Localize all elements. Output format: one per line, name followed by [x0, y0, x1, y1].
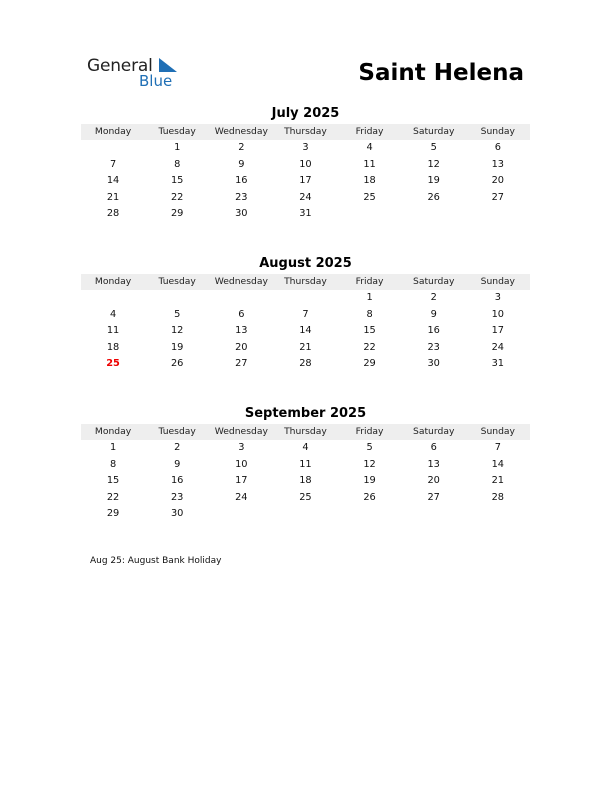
day-cell: 3: [494, 292, 501, 303]
day-cell: 20: [427, 475, 440, 487]
weekday-header: Sunday: [480, 276, 515, 287]
day-cell: 6: [430, 442, 437, 453]
day-cell: 12: [170, 325, 184, 337]
day-cell: 27: [235, 358, 248, 370]
month-weeks: [81, 440, 530, 523]
day-cell: 29: [363, 358, 376, 370]
day-cell: 21: [299, 341, 312, 353]
day-cell: 1: [366, 292, 373, 303]
day-cell: 2: [238, 142, 245, 153]
week-row: [81, 340, 530, 357]
weekday-header: Thursday: [284, 276, 327, 287]
day-cell: 19: [363, 475, 376, 487]
week-row: [81, 157, 530, 174]
weekday-header: Friday: [355, 126, 384, 137]
day-cell: 23: [170, 491, 184, 503]
day-cell: 18: [363, 175, 376, 187]
day-cell: 20: [235, 341, 248, 353]
weekday-header: Saturday: [412, 126, 455, 137]
day-cell: 2: [174, 442, 181, 453]
weekday-header: Saturday: [412, 426, 455, 437]
day-cell: 19: [427, 175, 440, 187]
holiday-note: Aug 25: August Bank Holiday: [90, 556, 222, 566]
day-cell: 8: [109, 458, 117, 470]
week-row: [81, 190, 530, 207]
weekday-header: Wednesday: [214, 426, 268, 437]
day-cell: 1: [174, 142, 181, 153]
day-cell: 24: [491, 341, 505, 353]
day-cell: 1: [109, 442, 117, 453]
day-cell: 31: [491, 358, 505, 370]
day-cell: 25: [363, 191, 376, 203]
day-cell: 20: [491, 175, 505, 187]
day-cell: 22: [363, 341, 376, 353]
day-cell: 5: [430, 142, 437, 153]
weekday-header-row: [81, 274, 530, 290]
holiday-day-cell: 25: [106, 358, 120, 370]
week-row: [81, 140, 530, 157]
day-cell: 16: [235, 175, 248, 187]
weekday-header: Wednesday: [214, 276, 268, 287]
day-cell: 12: [427, 158, 440, 170]
day-cell: 11: [299, 458, 312, 470]
week-row: [81, 440, 530, 457]
day-cell: 17: [235, 475, 248, 487]
day-cell: 9: [430, 308, 437, 320]
day-cell: 23: [235, 191, 248, 203]
month-calendar-july: [81, 106, 530, 223]
day-cell: 16: [170, 475, 184, 487]
weekday-header-row: [81, 124, 530, 140]
weekday-header: Tuesday: [158, 276, 196, 287]
weekday-header: Friday: [355, 426, 384, 437]
week-row: [81, 473, 530, 490]
day-cell: 28: [491, 491, 505, 503]
day-cell: 4: [109, 308, 117, 320]
day-cell: 17: [491, 325, 505, 337]
day-cell: 29: [170, 208, 184, 220]
day-cell: 30: [235, 208, 248, 220]
day-cell: 30: [427, 358, 440, 370]
weekday-header: Wednesday: [214, 126, 268, 137]
day-cell: 13: [491, 158, 505, 170]
weekday-header: Thursday: [284, 426, 327, 437]
day-cell: 14: [491, 458, 505, 470]
day-cell: 5: [174, 308, 181, 320]
day-cell: 31: [299, 208, 312, 220]
weekday-header: Saturday: [412, 276, 455, 287]
day-cell: 10: [235, 458, 248, 470]
weekday-header: Thursday: [284, 126, 327, 137]
day-cell: 21: [491, 475, 505, 487]
week-row: [81, 506, 530, 523]
day-cell: 15: [363, 325, 376, 337]
month-title: July 2025: [271, 106, 340, 121]
day-cell: 4: [302, 442, 309, 453]
day-cell: 25: [299, 491, 312, 503]
day-cell: 18: [106, 341, 120, 353]
day-cell: 29: [106, 508, 120, 520]
day-cell: 22: [106, 491, 120, 503]
day-cell: 5: [366, 442, 373, 453]
logo-text-blue: Blue: [139, 72, 173, 90]
day-cell: 27: [427, 491, 440, 503]
week-row: [81, 356, 530, 373]
day-cell: 9: [174, 458, 181, 470]
day-cell: 26: [363, 491, 376, 503]
week-row: [81, 206, 530, 223]
day-cell: 13: [427, 458, 440, 470]
day-cell: 21: [106, 191, 120, 203]
day-cell: 15: [170, 175, 184, 187]
day-cell: 13: [235, 325, 248, 337]
day-cell: 26: [427, 191, 440, 203]
day-cell: 11: [106, 325, 120, 337]
weekday-header-row: [81, 424, 530, 440]
month-weeks: [81, 140, 530, 223]
day-cell: 9: [238, 158, 245, 170]
day-cell: 6: [494, 142, 501, 153]
month-weeks: [81, 290, 530, 373]
day-cell: 10: [299, 158, 312, 170]
day-cell: 3: [302, 142, 309, 153]
day-cell: 16: [427, 325, 440, 337]
day-cell: 6: [238, 308, 245, 320]
weekday-header: Monday: [94, 276, 132, 287]
day-cell: 15: [106, 475, 120, 487]
month-title: August 2025: [259, 256, 352, 271]
day-cell: 8: [366, 308, 373, 320]
day-cell: 30: [170, 508, 184, 520]
weekday-header: Sunday: [480, 126, 515, 137]
day-cell: 7: [302, 308, 309, 320]
weekday-header: Friday: [355, 276, 384, 287]
day-cell: 7: [494, 442, 501, 453]
month-calendar-august: [81, 256, 530, 373]
day-cell: 14: [106, 175, 120, 187]
week-row: [81, 457, 530, 474]
weekday-header: Tuesday: [158, 426, 196, 437]
day-cell: 23: [427, 341, 440, 353]
month-title: September 2025: [244, 406, 367, 421]
day-cell: 3: [238, 442, 245, 453]
day-cell: 12: [363, 458, 376, 470]
day-cell: 19: [170, 341, 184, 353]
day-cell: 2: [430, 292, 437, 303]
day-cell: 22: [170, 191, 184, 203]
day-cell: 7: [109, 158, 117, 170]
week-row: [81, 490, 530, 507]
weekday-header: Tuesday: [158, 126, 196, 137]
day-cell: 28: [299, 358, 312, 370]
holiday-notes: [90, 555, 221, 567]
week-row: [81, 307, 530, 324]
day-cell: 11: [363, 158, 376, 170]
day-cell: 17: [299, 175, 312, 187]
week-row: [81, 290, 530, 307]
day-cell: 8: [174, 158, 181, 170]
week-row: [81, 173, 530, 190]
month-calendar-september: [81, 406, 530, 523]
weekday-header: Sunday: [480, 426, 515, 437]
day-cell: 24: [235, 491, 248, 503]
logo-text-general: General: [87, 56, 153, 76]
country-title: Saint Helena: [358, 60, 524, 86]
week-row: [81, 323, 530, 340]
day-cell: 27: [491, 191, 505, 203]
weekday-header: Monday: [94, 126, 132, 137]
day-cell: 4: [366, 142, 373, 153]
weekday-header: Monday: [94, 426, 132, 437]
day-cell: 18: [299, 475, 312, 487]
day-cell: 26: [170, 358, 184, 370]
day-cell: 28: [106, 208, 120, 220]
generalblue-logo: [87, 56, 187, 92]
day-cell: 24: [299, 191, 312, 203]
day-cell: 10: [491, 308, 505, 320]
day-cell: 14: [299, 325, 312, 337]
